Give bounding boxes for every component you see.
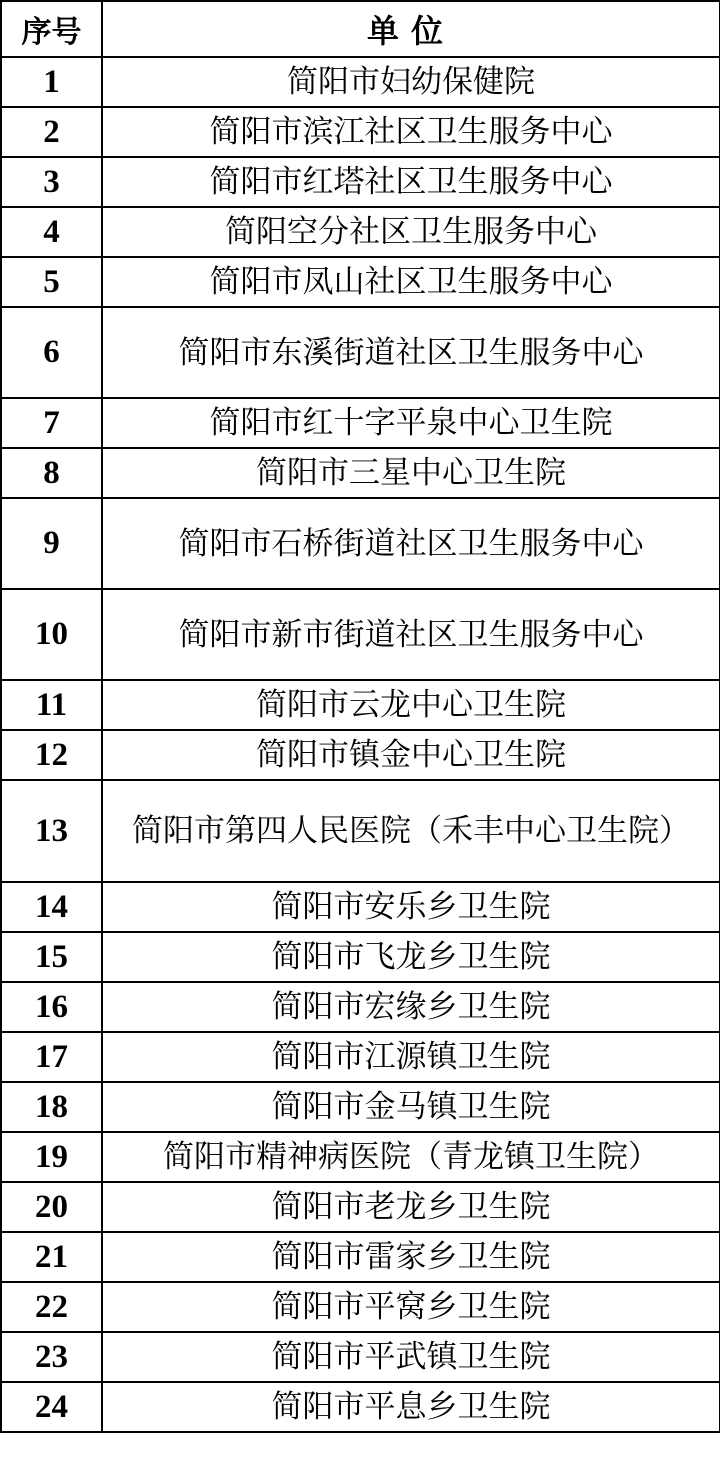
table-row [1,307,720,398]
row-unit-name: 简阳市飞龙乡卫生院 [102,932,720,982]
row-number: 24 [1,1382,102,1432]
row-number: 17 [1,1032,102,1082]
row-number: 20 [1,1182,102,1232]
row-unit-name: 简阳市凤山社区卫生服务中心 [102,257,720,307]
row-number: 10 [1,589,102,680]
table-row [1,1032,720,1082]
row-number: 16 [1,982,102,1032]
table-row [1,1382,720,1432]
header-number: 序号 [1,1,102,57]
row-number: 14 [1,882,102,932]
row-unit-name: 简阳市安乐乡卫生院 [102,882,720,932]
row-number: 8 [1,448,102,498]
row-unit-name: 简阳市老龙乡卫生院 [102,1182,720,1232]
header-unit: 单位 [102,1,720,57]
row-number: 2 [1,107,102,157]
row-unit-name: 简阳空分社区卫生服务中心 [102,207,720,257]
table-row [1,1332,720,1382]
row-number: 11 [1,680,102,730]
row-number: 21 [1,1232,102,1282]
row-unit-name: 简阳市第四人民医院（禾丰中心卫生院） [102,780,720,882]
table-row [1,982,720,1032]
row-number: 18 [1,1082,102,1132]
row-number: 5 [1,257,102,307]
table-row [1,57,720,107]
row-unit-name: 简阳市雷家乡卫生院 [102,1232,720,1282]
table-row [1,1182,720,1232]
row-unit-name: 简阳市精神病医院（青龙镇卫生院） [102,1132,720,1182]
row-unit-name: 简阳市宏缘乡卫生院 [102,982,720,1032]
row-unit-name: 简阳市平息乡卫生院 [102,1382,720,1432]
row-unit-name: 简阳市云龙中心卫生院 [102,680,720,730]
row-number: 4 [1,207,102,257]
table-row [1,589,720,680]
row-unit-name: 简阳市红十字平泉中心卫生院 [102,398,720,448]
row-number: 19 [1,1132,102,1182]
table-row [1,680,720,730]
row-number: 12 [1,730,102,780]
row-number: 23 [1,1332,102,1382]
table-row [1,207,720,257]
row-unit-name: 简阳市滨江社区卫生服务中心 [102,107,720,157]
row-number: 3 [1,157,102,207]
table-row [1,448,720,498]
row-unit-name: 简阳市金马镇卫生院 [102,1082,720,1132]
table-row [1,1132,720,1182]
row-unit-name: 简阳市江源镇卫生院 [102,1032,720,1082]
row-unit-name: 简阳市东溪街道社区卫生服务中心 [102,307,720,398]
row-number: 7 [1,398,102,448]
row-unit-name: 简阳市镇金中心卫生院 [102,730,720,780]
table-row [1,882,720,932]
row-number: 22 [1,1282,102,1332]
row-unit-name: 简阳市石桥街道社区卫生服务中心 [102,498,720,589]
table-row [1,1232,720,1282]
row-unit-name: 简阳市红塔社区卫生服务中心 [102,157,720,207]
row-number: 1 [1,57,102,107]
row-unit-name: 简阳市妇幼保健院 [102,57,720,107]
row-unit-name: 简阳市平窝乡卫生院 [102,1282,720,1332]
row-number: 15 [1,932,102,982]
table-row [1,932,720,982]
header-row [1,1,720,57]
table-row [1,780,720,882]
table-row [1,398,720,448]
table-row [1,257,720,307]
row-number: 13 [1,780,102,882]
table-row [1,107,720,157]
table-row [1,1282,720,1332]
row-number: 9 [1,498,102,589]
row-number: 6 [1,307,102,398]
table-row [1,157,720,207]
table-row [1,1082,720,1132]
row-unit-name: 简阳市三星中心卫生院 [102,448,720,498]
row-unit-name: 简阳市平武镇卫生院 [102,1332,720,1382]
row-unit-name: 简阳市新市街道社区卫生服务中心 [102,589,720,680]
table-row [1,730,720,780]
table-row [1,498,720,589]
